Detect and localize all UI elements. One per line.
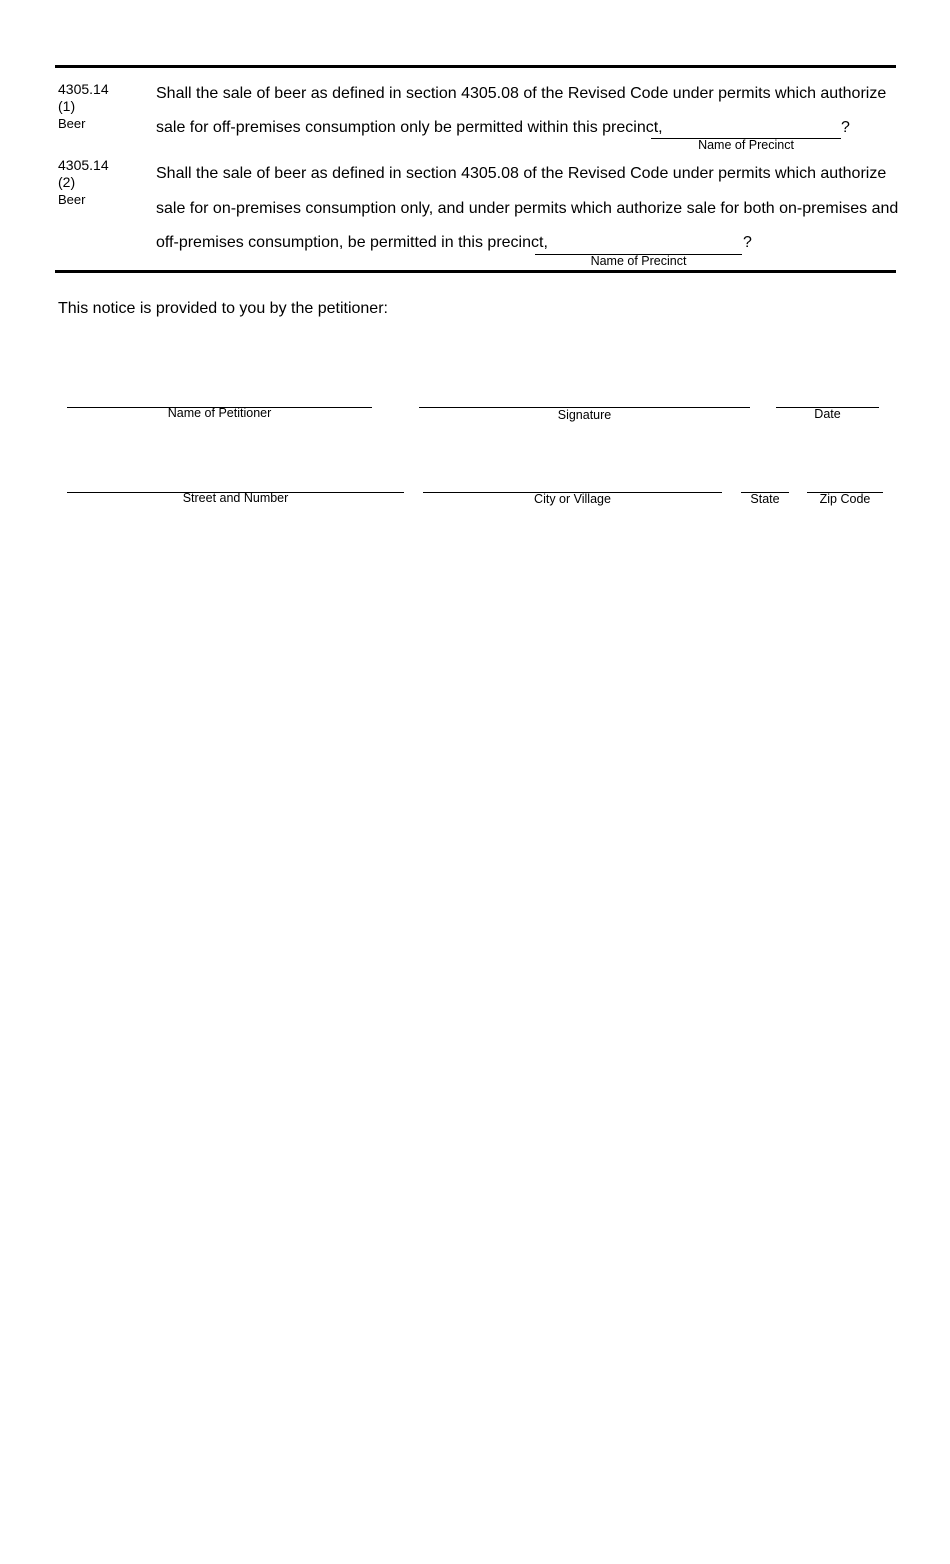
precinct-name-label-2: Name of Precinct: [590, 254, 687, 268]
question-1-line-1: Shall the sale of beer as defined in section 4305.08 of the Revised Code under permits which authorize: [156, 85, 887, 102]
question-1-line-2: sale for off-premises consumption only be permitted within this precinct,: [156, 119, 663, 136]
zip-label: Zip Code: [819, 492, 871, 506]
date-label: Date: [814, 407, 841, 421]
petitioner-name-label: Name of Petitioner: [167, 406, 272, 420]
section-number: 4305.14: [58, 157, 109, 173]
section-subnumber: (2): [58, 174, 76, 190]
city-label: City or Village: [534, 492, 611, 506]
bottom-rule: [55, 270, 896, 273]
question-2-line-2: sale for on-premises consumption only, and under permits which authorize sale for both on-premises and: [156, 200, 899, 217]
petitioner-notice: This notice is provided to you by the petitioner:: [58, 300, 388, 317]
section-type: Beer: [58, 192, 86, 207]
street-label: Street and Number: [182, 491, 289, 505]
question-mark-1: ?: [841, 119, 850, 136]
section-type: Beer: [58, 116, 86, 131]
section-code-1: [58, 81, 109, 132]
precinct-name-label-1: Name of Precinct: [698, 138, 794, 152]
section-subnumber: (1): [58, 98, 76, 114]
question-2-line-3: off-premises consumption, be permitted in this precinct,: [156, 234, 548, 251]
state-label: State: [750, 492, 780, 506]
question-mark-2: ?: [743, 234, 752, 251]
section-number: 4305.14: [58, 81, 109, 97]
signature-label: Signature: [557, 408, 612, 422]
top-rule: [55, 65, 896, 68]
section-code-2: [58, 157, 109, 208]
question-2-line-1: Shall the sale of beer as defined in section 4305.08 of the Revised Code under permits which authorize: [156, 165, 887, 182]
